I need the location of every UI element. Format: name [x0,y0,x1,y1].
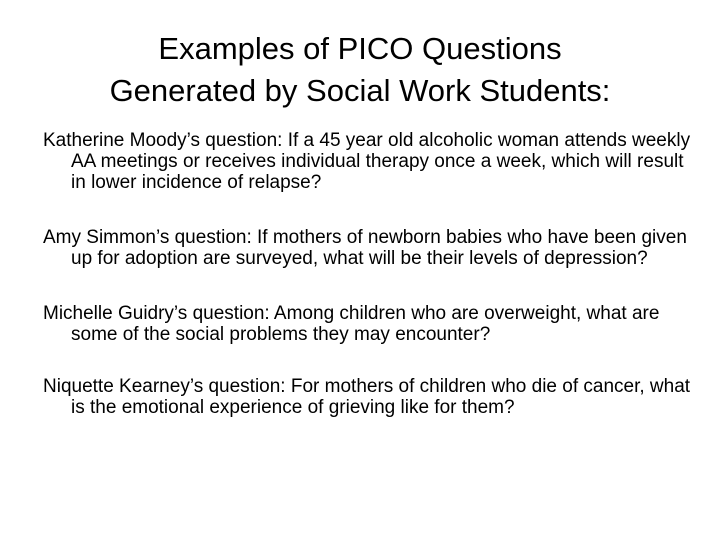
slide-title [0,28,720,112]
question-list [43,130,693,418]
question-item-amy-simmon: Amy Simmon’s question: If mothers of newborn babies who have been given up for adoption are surveyed, what will be their levels of depression? [43,227,687,269]
slide-title-line-2: Generated by Social Work Students: [109,73,611,108]
question-item-michelle-guidry: Michelle Guidry’s question: Among children who are overweight, what are some of the social problems they may encounter? [43,303,660,345]
question-item-katherine-moody: Katherine Moody’s question: If a 45 year old alcoholic woman attends weekly AA meetings or receives individual therapy once a week, which will result in lower incidence of relapse? [43,130,691,193]
slide-title-line-1: Examples of PICO Questions [158,31,562,66]
question-item-niquette-kearney: Niquette Kearney’s question: For mothers of children who die of cancer, what is the emotional experience of grieving like for them? [43,376,691,418]
